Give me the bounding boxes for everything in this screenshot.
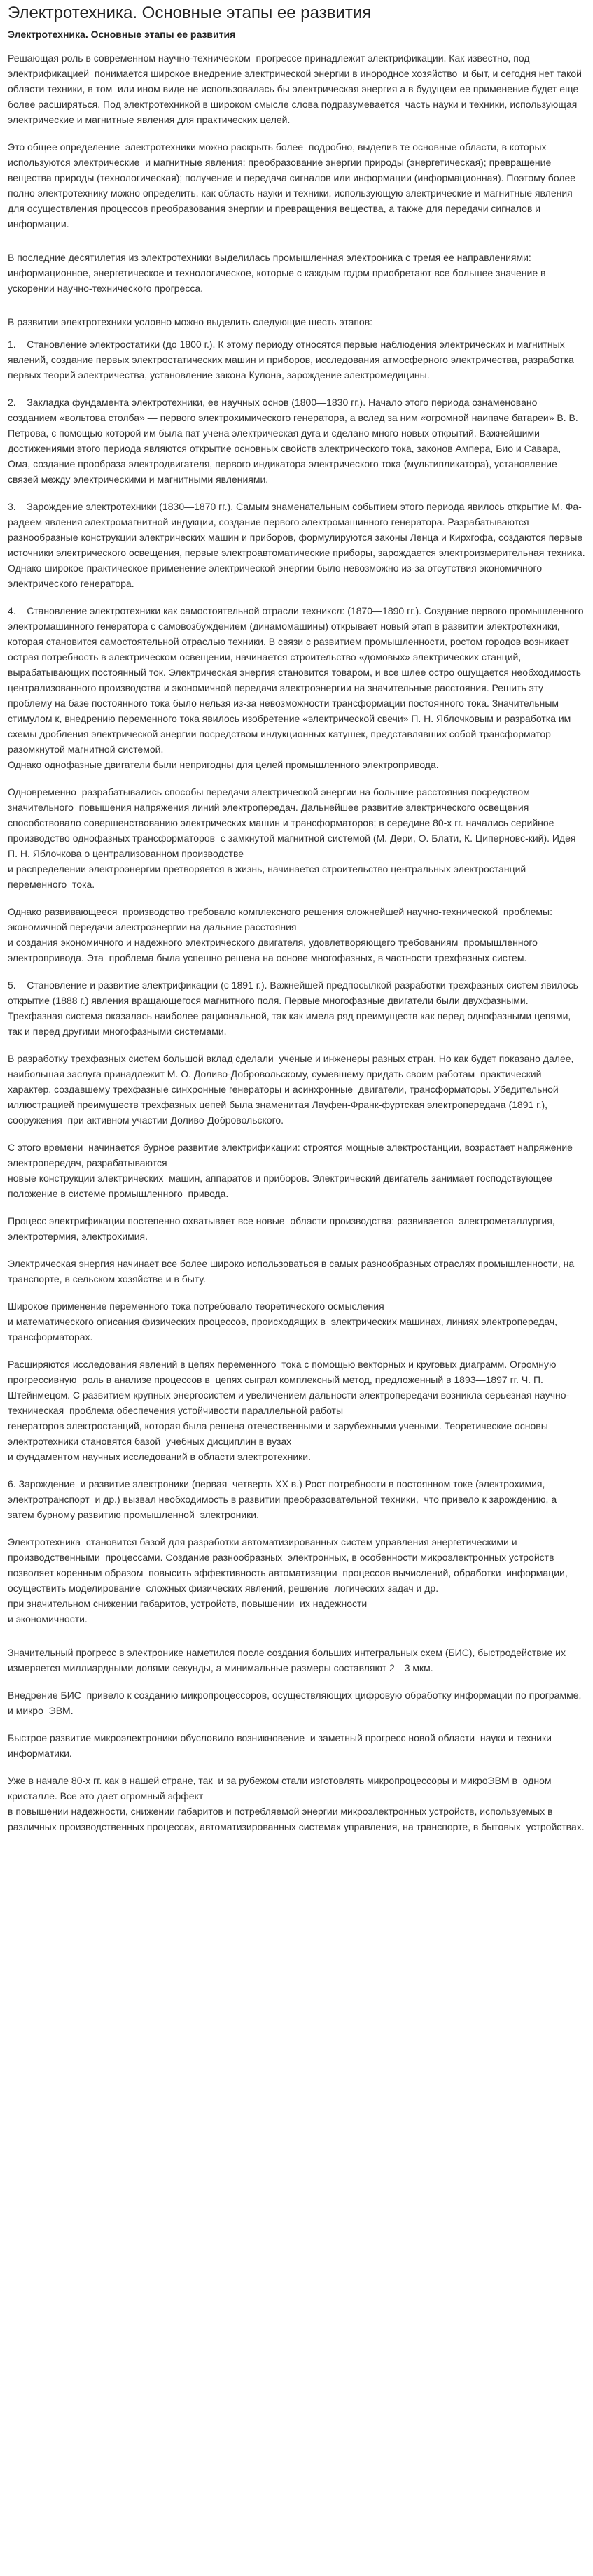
paragraph: Однако развивающееся производство требовало комплексного решения сложнейшей научно-технической проблемы: экономичной передачи электроэнергии на дальние расстояния и создания экономичного и надежного электрического двигателя, удовлетворяющего требованиям промышленного электропривода. Эта проблема была успешно решена на основе многофазных, в частности трехфазных систем. xyxy=(8,906,553,963)
paragraph: Решающая роль в современном научно-техническом прогрессе принадлежит электрификации. Как известно, под электрификацией понимается широкое внедрение электрической энергии в инородное хозяйство и быт, и сегодня нет такой области техники, в том или ином виде не использовалась бы электрическая энергия а в будущем ее применение будет еще более расширяться. Под электротехникой в широком смысле слова подразумевается часть науки и техники, использующая электрические и магнитные явления для практических целей. xyxy=(8,52,587,125)
list-item: 3. Зарождение электротехники (1830—1870 гг.). Самым знаменательным событием этого периода явилось открытие М. Фа-радеем явления электромагнитной индукции, создание первого электромашинного генератора. Разрабатываются разнообразные конструкции электрических машин и приборов, формулируются законы Ленца и Кирхгофа, создаются первые источники электрического освещения, первые электроавтоматические приборы, зарождается электроизмерительная техника. Однако широкое практическое применение электрической энергии было невозможно из-за отсутствия экономичного электрического генератора. xyxy=(8,501,588,589)
paragraph: В последние десятилетия из электротехники выделилась промышленная электроника с тремя ее направлениями: информационное, энергетическое и технологическое, которые с каждым годом приобретают все большее значение в ускорении научно-технического прогресса. xyxy=(8,252,549,294)
paragraph: В развитии электротехники условно можно выделить следующие шесть этапов: xyxy=(8,316,373,327)
paragraph: Процесс электрификации постепенно охватывает все новые области производства: развивается электрометаллургия, электротермия, электрохимия. xyxy=(8,1215,558,1242)
page-title: Электротехника. Основные этапы ее развития xyxy=(8,3,372,22)
paragraph: Значительный прогресс в электронике наметился после создания больших интегральных схем (БИС), быстродействие их измеряется миллиардными долями секунды, а минимальные размеры составляют 2—3 мкм. xyxy=(8,1647,568,1673)
paragraph: Одновременно разрабатывались способы передачи электрической энергии на большие расстояния посредством значительного повышения напряжения линий электропередач. Дальнейшее развитие электрического освещения способствовало совершенствованию электрических машин и трансформаторов; в середине 80-х гг. начались серийное производство однофазных трансформаторов с замкнутой магнитной системой (М. Дери, О. Блати, К. Циперновс-кий). Идея П. Н. Яблочкова о централизованном производстве и распределении электроэнергии претворяется в жизнь, начинается строительство центральных электростанций переменного тока. xyxy=(8,786,576,890)
paragraph: Уже в начале 80-х гг. как в нашей стране, так и за рубежом стали изготовлять микропроцессоры и микроЭВМ в одном кристалле. Все это дает огромный эффект в повышении надежности, снижении габаритов и потребляемой энергии микроэлектронных устройств, используемых в различных производственных процессах, автоматизированных системах управления, на транспорте, в бытовых устройствах. xyxy=(8,1775,585,1832)
paragraph: Это общее определение электротехники можно раскрыть более подробно, выделив те основные области, в которых используются электрические и магнитные явления: преобразование энергии природы (энергетическая); превращение вещества природы (технологическая); получение и передача сигналов или информации (информационная). Поэтому более полно электротехнику можно определить, как область науки и техники, использующую электрические и магнитные явления для осуществления процессов преобразования энергии и превращения вещества, а также для передачи сигналов и информации. xyxy=(8,141,578,229)
paragraph: С этого времени начинается бурное развитие электрификации: строятся мощные электростанции, возрастает напряжение электропередач, разрабатываются новые конструкции электрических машин, аппаратов и приборов. Электрический двигатель занимает господствующее положение в системе промышленного привода. xyxy=(8,1142,573,1199)
paragraph: Электрическая энергия начинает все более широко использоваться в самых разнообразных отраслях промышленности, на транспорте, в сельском хозяйстве и в быту. xyxy=(8,1258,578,1285)
list-item: 4. Становление электротехники как самостоятельной отрасли техниксл: (1870—1890 гг.). Создание первого промышленного электромашинного генератора с самовозбуждением (динамомашины) открывает новый этап в развитии электротехники, которая становится самостоятельной отраслью техники. В связи с развитием промышленности, ростом городов возникает острая потребность в электрическом освещении, начинается строительство «домовых» электрических станций, вырабатывающих постоянный ток. Электрическая энергия становится товаром, и все шлее остро ощущается необходимость централизованного производства и экономичной передачи электроэнергии на значительные расстояния. Решить эту проблему на базе постоянного тока было нельзя из-за невозможности трансформации постоянного тока. Значительным стимулом к, внедрению переменного тока явилось изобретение «электрической свечи» П. Н. Яблочковым и разработка им схемы дробления электрической энергии посредством индукционных катушек, представлявших собой трансформатор разомкнутой магнитной системой. Однако однофазные двигатели были непригодны для целей промышленного электропривода. xyxy=(8,605,584,770)
list-item: 5. Становление и развитие электрификации (с 1891 г.). Важнейшей предпосылкой разработки трехфазных систем явилось открытие (1888 г.) явления вращающегося магнитного поля. Первые многофазные двигатели были двухфазными. Трехфазная система оказалась наиболее рациональной, так как имела ряд преимуществ как перед однофазными цепями, так и перед другими многофазными системами. xyxy=(8,979,581,1037)
list-item: 6. Зарождение и развитие электроники (первая четверть XX в.) Рост потребности в постоянном токе (электрохимия, электротранспорт и др.) вызвал необходимость в развитии преобразовательной техники, что привело к зарождению, а затем бурному развитию промышленной электроники. xyxy=(8,1478,562,1520)
paragraph: Электротехника становится базой для разработки автоматизированных систем управления энергетическими и производственными процессами. Создание разнообразных электронных, в особенности микроэлектронных устройств позволяет коренным образом повысить эффективность автоматизации процессов вычислений, обработки информации, осуществить моделирование сложных физических явлений, решение логических задач и др. при значительном снижении габаритов, устройств, повышении их надежности и экономичности. xyxy=(8,1536,568,1625)
paragraph: В разработку трехфазных систем большой вклад сделали ученые и инженеры разных стран. Но как будет показано далее, наибольшая заслуга принадлежит М. О. Доливо-Добровольскому, сумевшему придать своим работам практический характер, создавшему трехфазные синхронные генераторы и асинхронные двигатели, трансформаторы. Убедительной иллюстрацией преимуществ трехфазных цепей была знаменитая Лауфен-Франк-фуртская электропередача (1891 г.), сооружения при активном участии Доливо-Добровольского. xyxy=(8,1053,577,1126)
article-subtitle: Электротехника. Основные этапы ее развития xyxy=(8,29,236,40)
paragraph: Внедрение БИС привело к созданию микропроцессоров, осуществляющих цифровую обработку информации по программе, и микро ЭВМ. xyxy=(8,1690,585,1716)
paragraph: Широкое применение переменного тока потребовало теоретического осмысления и математического описания физических процессов, происходящих в электрических машинах, линиях электропередач, трансформаторах. xyxy=(8,1301,558,1343)
list-item: 2. Закладка фундамента электротехники, ее научных основ (1800—1830 гг.). Начало этого периода ознаменовано созданием «вольтова столба» — первого электрохимического генератора, а вслед за ним «огромной наипаче батареи» В. В. Петрова, с помощью которой им была пат учена электрическая дуга и сделано много новых открытий. Важнейшими достижениями этого периода являются открытие основных свойств электрического тока, законов Ампера, Био и Савара, Ома, создание прообраза электродвигателя, первого индикатора электрического тока (мультипликатора), установление связей между электрическими и магнитными явлениями. xyxy=(8,397,581,485)
paragraph: Расширяются исследования явлений в цепях переменного тока с помощью векторных и круговых диаграмм. Огромную прогрессивную роль в анализе процессов в цепях сыграл комплексный метод, предложенный в 1893—1897 гг. Ч. П. Штейнмецом. С развитием крупных энергосистем и увеличением дальности электропередачи возникла серьезная научно-техническая проблема обеспечения устойчивости параллельной работы генераторов электростанций, которая была решена отечественными и зарубежными учеными. Теоретические основы электротехники становятся базой учебных дисциплин в вузах и фундаментом научных исследований в области электротехники. xyxy=(8,1359,570,1462)
list-item: 1. Становление электростатики (до 1800 г.). К этому периоду относятся первые наблюдения электрических и магнитных явлений, создание первых электростатических машин и приборов, исследования атмосферного электричества, разработка первых теорий электричества, установление закона Кулона, зарождение электромедицины. xyxy=(8,339,577,381)
paragraph: Быстрое развитие микроэлектроники обусловило возникновение и заметный прогресс новой области науки и техники — информатики. xyxy=(8,1732,567,1759)
